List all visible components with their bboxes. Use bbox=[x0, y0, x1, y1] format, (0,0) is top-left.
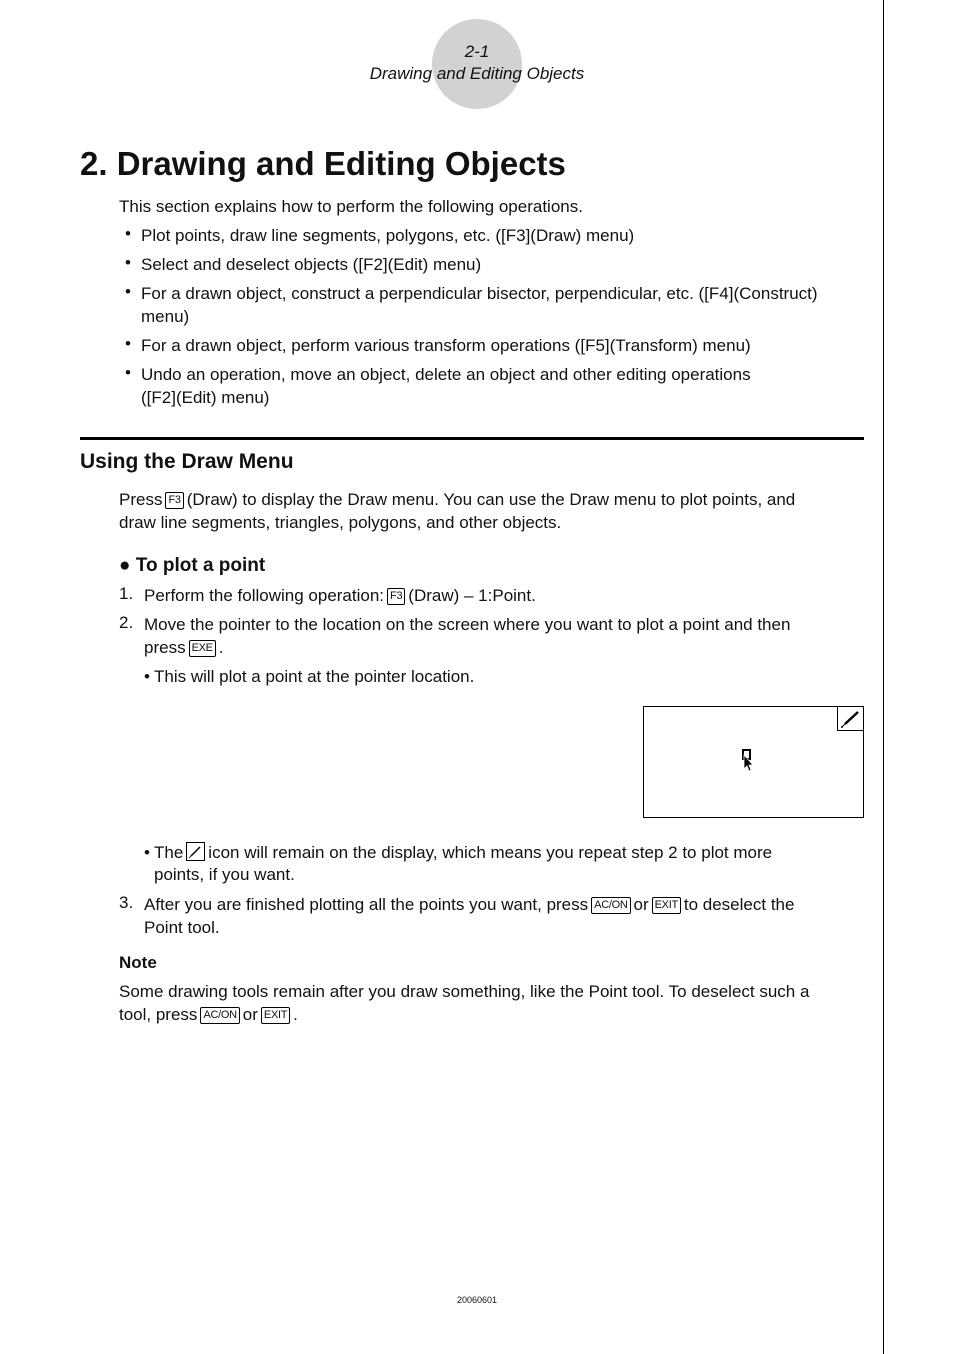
step-2-continued: press EXE . bbox=[144, 638, 224, 657]
page-edge-line bbox=[883, 0, 884, 1354]
step-1: Perform the following operation: F3 (Draw) – 1:Point. bbox=[144, 586, 536, 605]
calculator-screen bbox=[643, 706, 864, 818]
f3-key: F3 bbox=[387, 588, 405, 605]
bullet-item: Select and deselect objects ([F2](Edit) menu) bbox=[141, 255, 482, 274]
exit-key: EXIT bbox=[652, 897, 681, 914]
draw-menu-paragraph-line2: draw line segments, triangles, polygons, and other objects. bbox=[119, 513, 562, 532]
sub-bullet-mark: • bbox=[144, 667, 150, 686]
bullet-item-continued: ([F2](Edit) menu) bbox=[141, 388, 270, 407]
exit-key: EXIT bbox=[261, 1007, 290, 1024]
bullet-item: For a drawn object, perform various transform operations ([F5](Transform) menu) bbox=[141, 336, 751, 355]
note-text-continued: tool, press AC/ON or EXIT . bbox=[119, 1005, 298, 1024]
bullet-item: Undo an operation, move an object, delete an object and other editing operations bbox=[141, 365, 751, 384]
exe-key: EXE bbox=[189, 640, 216, 657]
pointer-icon bbox=[740, 747, 754, 778]
footer-code: 20060601 bbox=[456, 1295, 498, 1305]
step-number: 3. bbox=[119, 893, 134, 912]
page-title: 2. Drawing and Editing Objects bbox=[80, 145, 566, 182]
intro-text: This section explains how to perform the following operations. bbox=[119, 197, 583, 216]
header-page-number: 2-1 bbox=[464, 42, 490, 61]
bullet-mark: • bbox=[125, 334, 131, 353]
step-number: 2. bbox=[119, 613, 134, 632]
section-title: Using the Draw Menu bbox=[80, 450, 294, 473]
sub-bullet-mark: • bbox=[144, 843, 150, 862]
bullet-item: For a drawn object, construct a perpendicular bisector, perpendicular, etc. ([F4](Construct) bbox=[141, 284, 818, 303]
header-title: Drawing and Editing Objects bbox=[369, 64, 585, 83]
ac-on-key: AC/ON bbox=[591, 897, 630, 914]
section-divider bbox=[80, 437, 864, 440]
bullet-item-continued: menu) bbox=[141, 307, 190, 326]
pen-icon bbox=[837, 707, 863, 731]
pen-icon bbox=[186, 842, 205, 861]
bullet-mark: • bbox=[125, 253, 131, 272]
bullet-item: Plot points, draw line segments, polygons, etc. ([F3](Draw) menu) bbox=[141, 226, 635, 245]
pen-icon-note: The icon will remain on the display, which means you repeat step 2 to plot more bbox=[154, 843, 773, 862]
step-3: After you are finished plotting all the points you want, press AC/ON or EXIT to deselect the bbox=[144, 895, 795, 914]
note-heading: Note bbox=[119, 953, 157, 972]
pen-icon-note-continued: points, if you want. bbox=[154, 865, 295, 884]
step-number: 1. bbox=[119, 584, 134, 603]
bullet-dot: ● bbox=[119, 555, 136, 576]
step-3-continued: Point tool. bbox=[144, 918, 220, 937]
bullet-mark: • bbox=[125, 363, 131, 382]
bullet-mark: • bbox=[125, 282, 131, 301]
step-2-note: This will plot a point at the pointer location. bbox=[154, 667, 475, 686]
f3-key: F3 bbox=[165, 492, 183, 509]
plot-point-heading: ● To plot a point bbox=[119, 555, 266, 576]
draw-menu-paragraph: Press F3 (Draw) to display the Draw menu. You can use the Draw menu to plot points, and bbox=[119, 490, 796, 509]
step-2: Move the pointer to the location on the screen where you want to plot a point and then bbox=[144, 615, 791, 634]
bullet-mark: • bbox=[125, 224, 131, 243]
ac-on-key: AC/ON bbox=[200, 1007, 239, 1024]
note-text: Some drawing tools remain after you draw something, like the Point tool. To deselect such a bbox=[119, 982, 810, 1001]
